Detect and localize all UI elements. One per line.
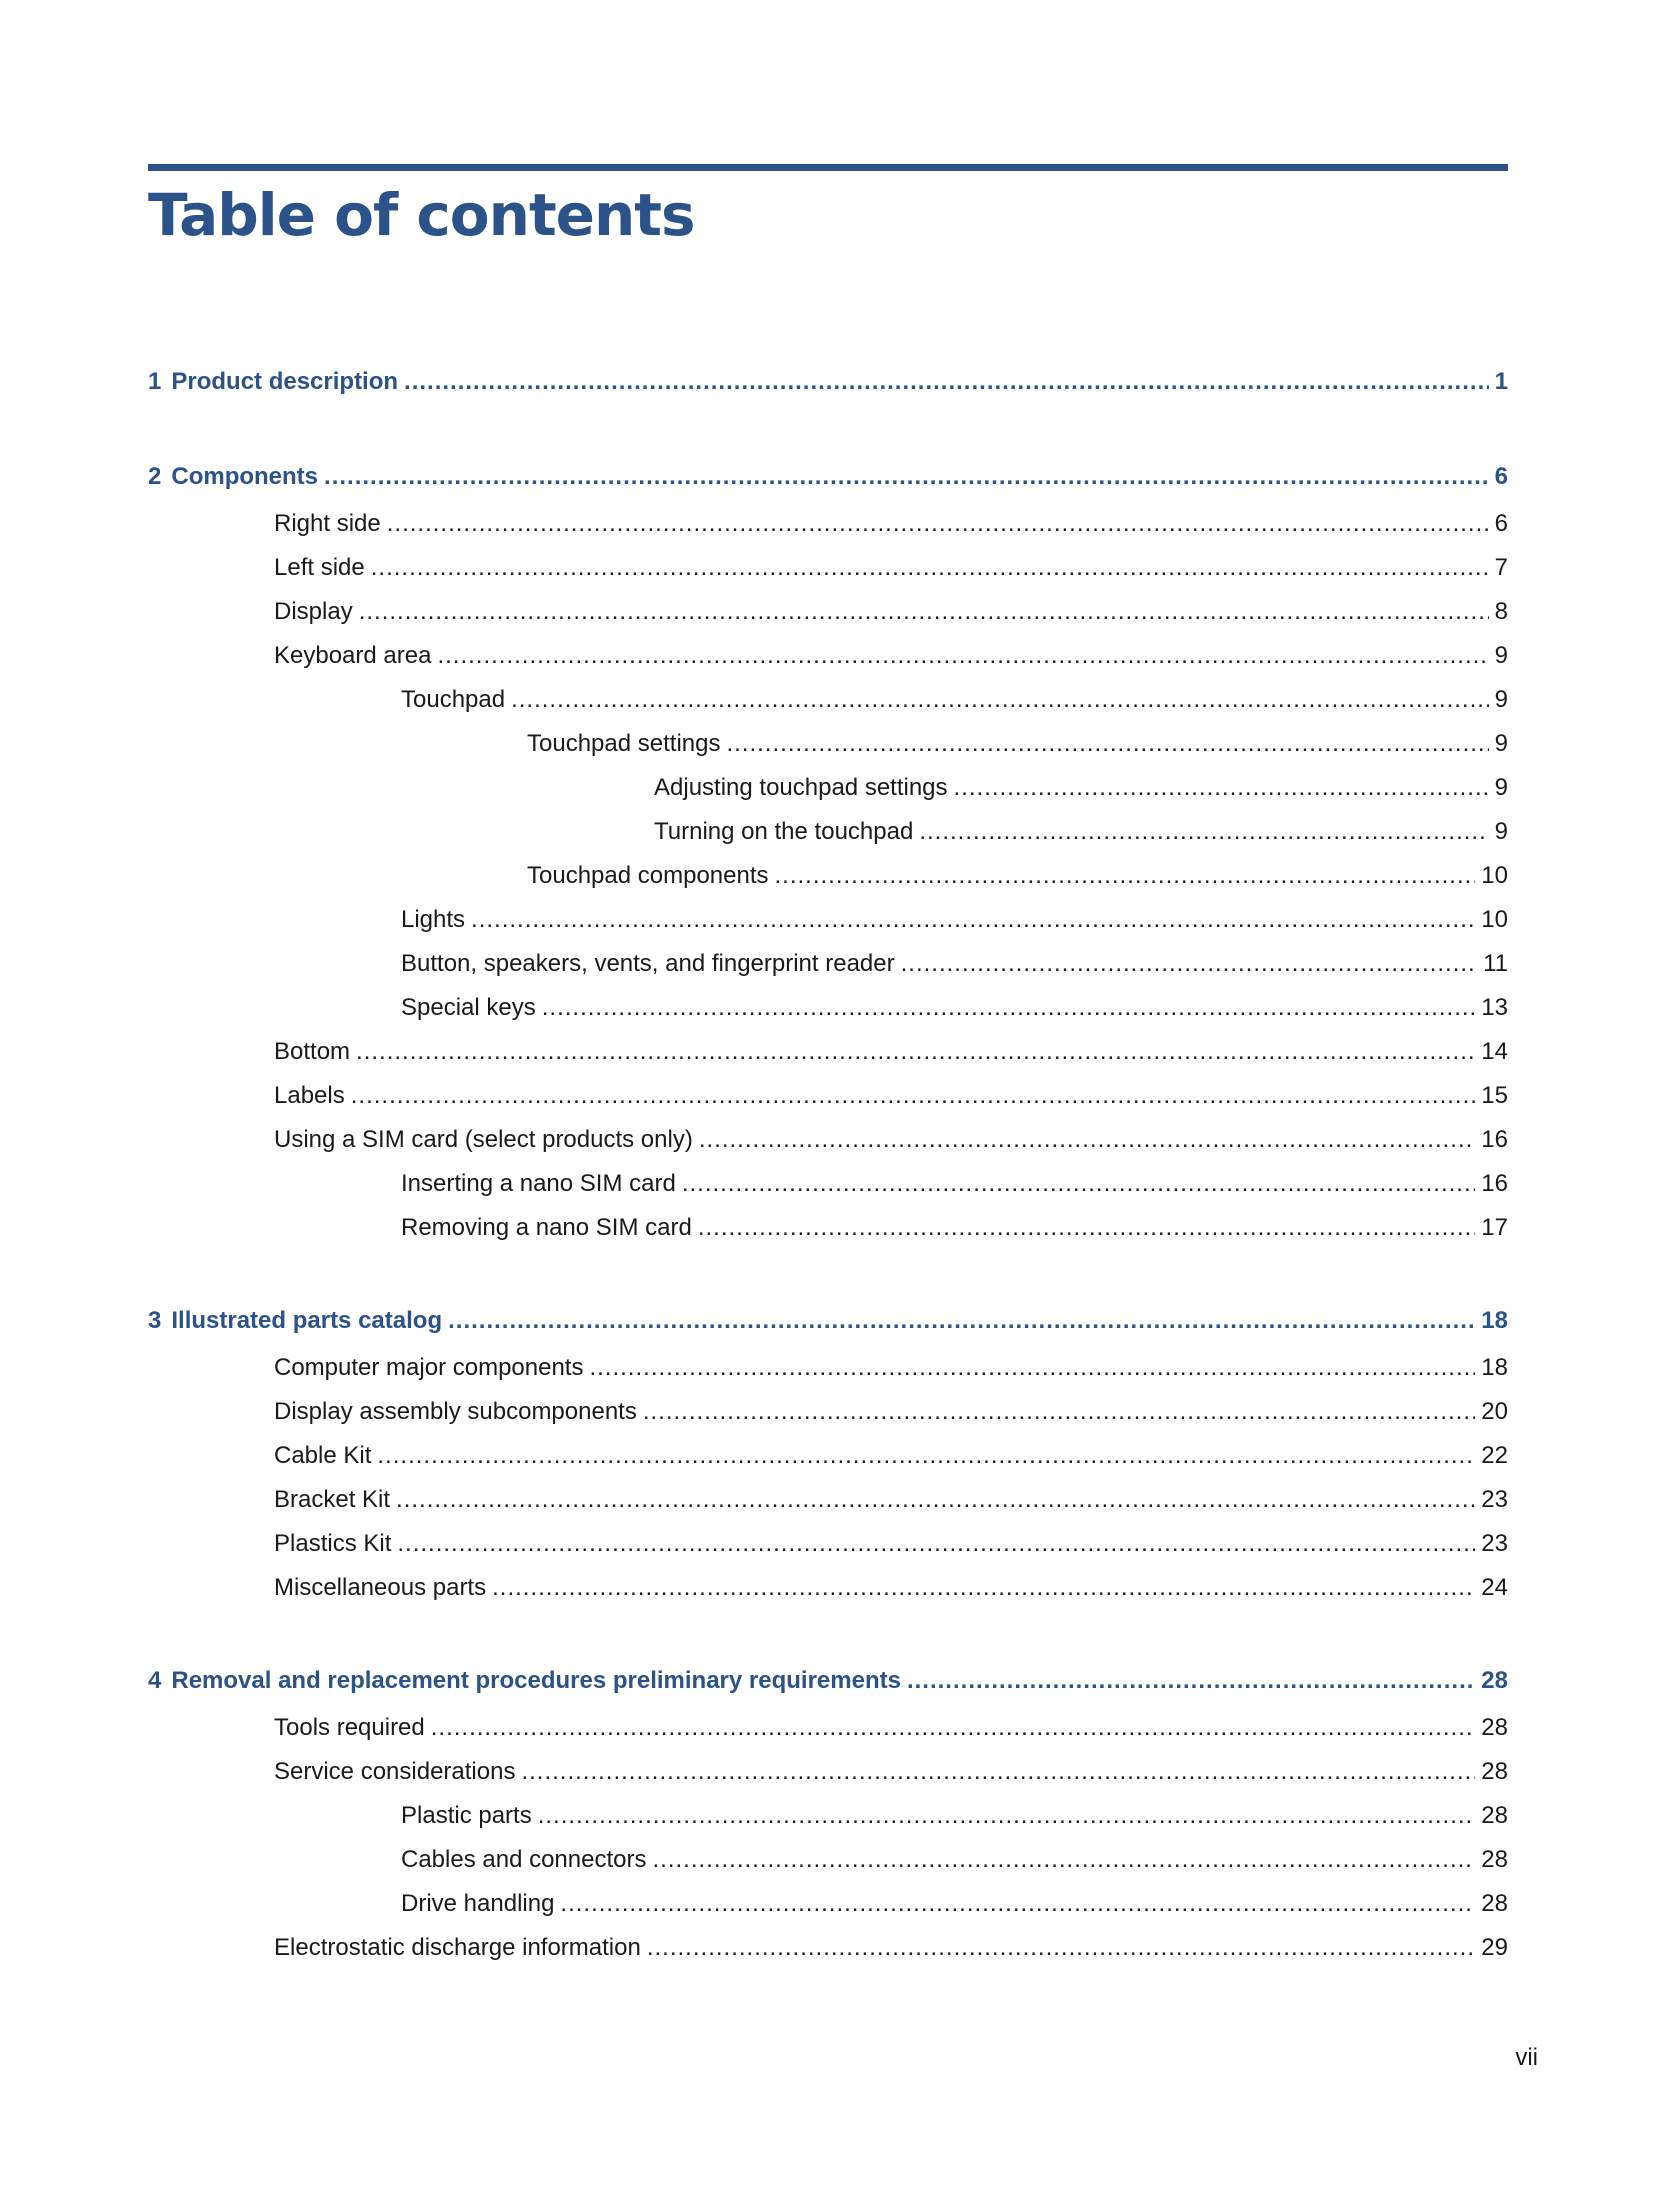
dot-leader (471, 903, 1475, 937)
entry-page: 28 (1481, 1846, 1508, 1873)
dot-leader (699, 1123, 1475, 1157)
toc-entry[interactable] (148, 1755, 1508, 1789)
entry-title: Adjusting touchpad settings (654, 774, 948, 801)
chapter-title: Illustrated parts catalog (171, 1307, 443, 1334)
dot-leader (511, 683, 1489, 717)
dot-leader (647, 1931, 1475, 1965)
dot-leader (698, 1211, 1475, 1245)
entry-title: Cables and connectors (401, 1846, 647, 1873)
chapter-number: 4 (148, 1667, 162, 1694)
entry-title: Bottom (274, 1038, 351, 1065)
dot-leader (359, 595, 1489, 629)
table-of-contents (148, 0, 1508, 2200)
entry-page: 9 (1494, 730, 1508, 757)
entry-title: Miscellaneous parts (274, 1574, 487, 1601)
toc-entry[interactable] (148, 727, 1508, 761)
entry-page: 23 (1481, 1530, 1508, 1557)
toc-entry[interactable] (148, 903, 1508, 937)
dot-leader (448, 1304, 1475, 1338)
dot-leader (387, 507, 1489, 541)
toc-entry[interactable] (148, 991, 1508, 1025)
entry-title: Display (274, 598, 353, 625)
toc-entry[interactable] (148, 947, 1508, 981)
entry-page: 17 (1481, 1214, 1508, 1241)
entry-title: Touchpad components (527, 862, 769, 889)
toc-entry[interactable] (148, 507, 1508, 541)
toc-entry[interactable] (148, 771, 1508, 805)
entry-page: 14 (1481, 1038, 1508, 1065)
entry-page: 15 (1481, 1082, 1508, 1109)
chapter-number: 2 (148, 463, 162, 490)
entry-title: Touchpad settings (527, 730, 721, 757)
entry-page: 10 (1481, 862, 1508, 889)
toc-entry[interactable] (148, 1123, 1508, 1157)
toc-entry[interactable] (148, 859, 1508, 893)
entry-page: 18 (1481, 1354, 1508, 1381)
entry-title: Inserting a nano SIM card (401, 1170, 676, 1197)
entry-title: Labels (274, 1082, 345, 1109)
entry-page: 6 (1494, 510, 1508, 537)
entry-title: Drive handling (401, 1890, 555, 1917)
toc-entry[interactable] (148, 1571, 1508, 1605)
chapter-page: 6 (1494, 463, 1508, 490)
dot-leader (492, 1571, 1475, 1605)
dot-leader (356, 1035, 1475, 1069)
entry-title: Plastic parts (401, 1802, 532, 1829)
dot-leader (589, 1351, 1475, 1385)
entry-title: Special keys (401, 994, 536, 1021)
entry-page: 28 (1481, 1758, 1508, 1785)
entry-title: Lights (401, 906, 466, 933)
entry-page: 9 (1494, 818, 1508, 845)
toc-entry[interactable] (148, 1351, 1508, 1385)
entry-page: 7 (1494, 554, 1508, 581)
entry-page: 16 (1481, 1126, 1508, 1153)
entry-page: 10 (1481, 906, 1508, 933)
entry-title: Button, speakers, vents, and fingerprint reader (401, 950, 895, 977)
entry-page: 16 (1481, 1170, 1508, 1197)
dot-leader (351, 1079, 1476, 1113)
entry-title: Display assembly subcomponents (274, 1398, 637, 1425)
chapter-page: 1 (1494, 368, 1508, 395)
toc-entry[interactable] (148, 1395, 1508, 1429)
chapter-page: 18 (1481, 1307, 1508, 1334)
entry-title: Bracket Kit (274, 1486, 391, 1513)
toc-entry[interactable] (148, 1167, 1508, 1201)
toc-chapter-3[interactable] (148, 1304, 1508, 1338)
entry-page: 20 (1481, 1398, 1508, 1425)
dot-leader (643, 1395, 1475, 1429)
toc-chapter-2[interactable] (148, 460, 1508, 494)
toc-entry[interactable] (148, 683, 1508, 717)
toc-entry[interactable] (148, 1079, 1508, 1113)
chapter-number: 3 (148, 1307, 162, 1334)
dot-leader (954, 771, 1489, 805)
entry-title: Keyboard area (274, 642, 432, 669)
dot-leader (396, 1483, 1475, 1517)
entry-page: 8 (1494, 598, 1508, 625)
entry-title: Tools required (274, 1714, 425, 1741)
entry-page: 9 (1494, 774, 1508, 801)
dot-leader (907, 1664, 1475, 1698)
entry-page: 11 (1483, 950, 1508, 977)
entry-title: Right side (274, 510, 381, 537)
chapter-title: Product description (171, 368, 399, 395)
toc-entry[interactable] (148, 1931, 1508, 1965)
entry-page: 22 (1481, 1442, 1508, 1469)
entry-page: 28 (1481, 1890, 1508, 1917)
dot-leader (901, 947, 1477, 981)
entry-title: Touchpad (401, 686, 506, 713)
chapter-title: Components (171, 463, 319, 490)
entry-title: Plastics Kit (274, 1530, 392, 1557)
toc-entry[interactable] (148, 1887, 1508, 1921)
entry-page: 24 (1481, 1574, 1508, 1601)
toc-entry[interactable] (148, 1843, 1508, 1877)
dot-leader (521, 1755, 1475, 1789)
page-number: vii (1515, 2044, 1538, 2071)
dot-leader (652, 1843, 1475, 1877)
dot-leader (377, 1439, 1475, 1473)
entry-title: Turning on the touchpad (654, 818, 914, 845)
toc-entry[interactable] (148, 551, 1508, 585)
dot-leader (919, 815, 1488, 849)
toc-entry[interactable] (148, 815, 1508, 849)
toc-entry[interactable] (148, 639, 1508, 673)
entry-page: 29 (1481, 1934, 1508, 1961)
toc-entry[interactable] (148, 1211, 1508, 1245)
toc-entry[interactable] (148, 1035, 1508, 1069)
entry-page: 28 (1481, 1714, 1508, 1741)
chapter-number: 1 (148, 368, 162, 395)
dot-leader (431, 1711, 1476, 1745)
entry-title: Computer major components (274, 1354, 584, 1381)
entry-title: Service considerations (274, 1758, 516, 1785)
dot-leader (397, 1527, 1475, 1561)
toc-chapter-1[interactable] (148, 365, 1508, 399)
entry-title: Removing a nano SIM card (401, 1214, 692, 1241)
dot-leader (538, 1799, 1476, 1833)
toc-entry[interactable] (148, 1527, 1508, 1561)
entry-page: 28 (1481, 1802, 1508, 1829)
toc-chapter-4[interactable] (148, 1664, 1508, 1698)
dot-leader (371, 551, 1489, 585)
entry-page: 9 (1494, 686, 1508, 713)
entry-title: Left side (274, 554, 365, 581)
entry-page: 9 (1494, 642, 1508, 669)
dot-leader (560, 1887, 1475, 1921)
entry-page: 23 (1481, 1486, 1508, 1513)
dot-leader (726, 727, 1488, 761)
toc-entry[interactable] (148, 1799, 1508, 1833)
dot-leader (542, 991, 1476, 1025)
dot-leader (775, 859, 1476, 893)
toc-entry[interactable] (148, 1439, 1508, 1473)
dot-leader (437, 639, 1488, 673)
entry-page: 13 (1481, 994, 1508, 1021)
dot-leader (404, 365, 1489, 399)
dot-leader (324, 460, 1489, 494)
chapter-title: Removal and replacement procedures preliminary requirements (171, 1667, 901, 1694)
entry-title: Cable Kit (274, 1442, 372, 1469)
dot-leader (682, 1167, 1475, 1201)
page-title: Table of contents (148, 181, 695, 249)
toc-entry[interactable] (148, 1711, 1508, 1745)
entry-title: Using a SIM card (select products only) (274, 1126, 693, 1153)
chapter-page: 28 (1481, 1667, 1508, 1694)
toc-entry[interactable] (148, 595, 1508, 629)
entry-title: Electrostatic discharge information (274, 1934, 641, 1961)
toc-entry[interactable] (148, 1483, 1508, 1517)
